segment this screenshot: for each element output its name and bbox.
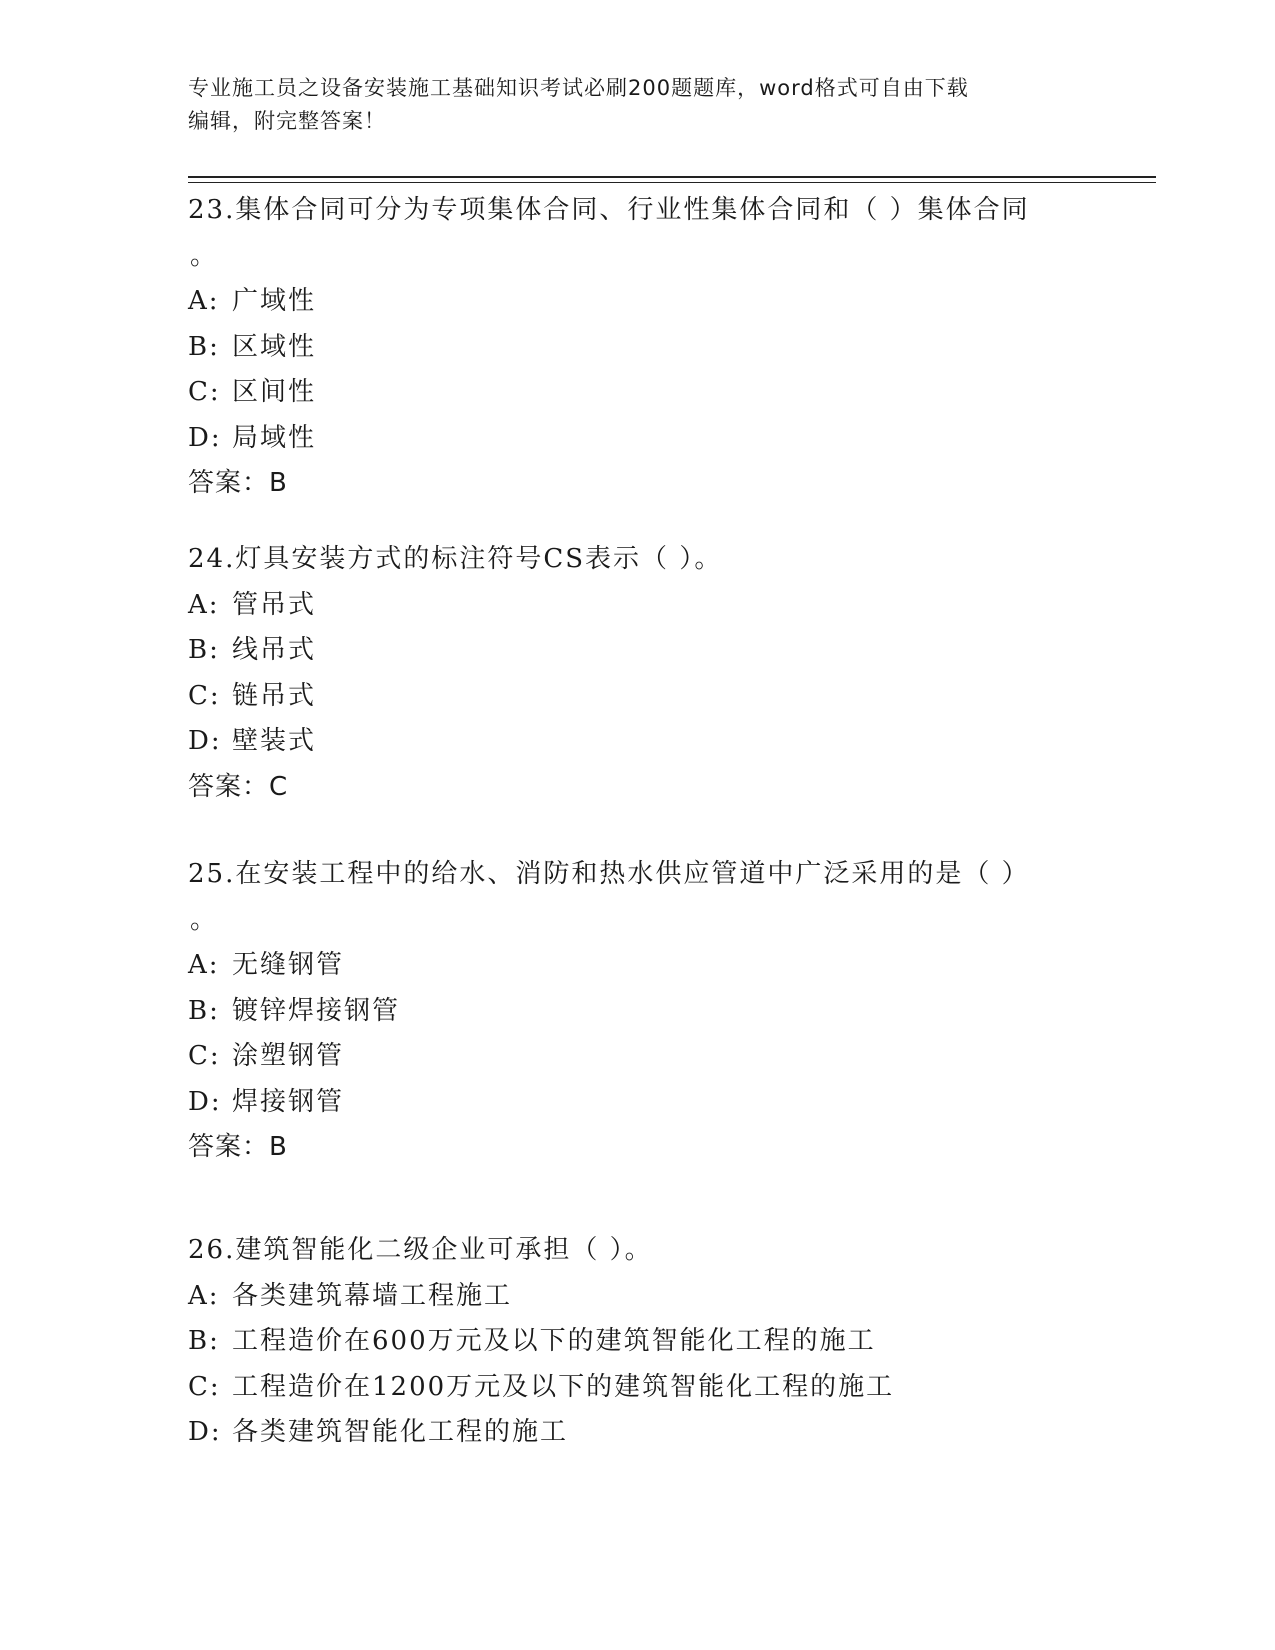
option-c (188, 1365, 894, 1411)
option-a (188, 943, 1030, 989)
document-header (188, 72, 1088, 138)
option-text: 壁装式 (232, 726, 317, 756)
question-25 (188, 852, 1030, 1171)
option-text: 区域性 (232, 331, 317, 362)
option-letter: D: (188, 1086, 222, 1117)
option-letter: C: (188, 1041, 221, 1071)
option-d (188, 1410, 894, 1456)
option-letter: B: (188, 1326, 220, 1356)
header-divider-thin (188, 182, 1156, 183)
option-letter: B: (188, 331, 220, 362)
option-letter: D: (188, 1417, 222, 1447)
option-text: 链吊式 (232, 680, 317, 711)
option-a (188, 279, 1030, 325)
option-letter: B: (188, 635, 220, 665)
question-stem-continuation: 。 (190, 904, 219, 935)
option-letter: C: (188, 377, 221, 407)
option-text: 管吊式 (232, 589, 317, 620)
question-stem: 26.建筑智能化二级企业可承担（ ）。 (188, 1235, 653, 1265)
option-d (188, 416, 1030, 462)
option-text: 各类建筑幕墙工程施工 (232, 1280, 513, 1311)
option-letter: D: (188, 726, 222, 756)
option-a (188, 1274, 894, 1320)
header-divider-thick (188, 176, 1156, 178)
option-letter: D: (188, 422, 222, 453)
header-line-2: 编辑，附完整答案！ (188, 109, 386, 133)
question-stem: 25.在安装工程中的给水、消防和热水供应管道中广泛采用的是（ ） (188, 859, 1030, 889)
option-letter: C: (188, 680, 221, 711)
question-26 (188, 1228, 894, 1456)
header-line-1: 专业施工员之设备安装施工基础知识考试必刷200题题库，word格式可自由下载 (188, 76, 969, 100)
option-b (188, 325, 1030, 371)
option-letter: B: (188, 995, 220, 1026)
option-text: 线吊式 (232, 635, 317, 665)
option-text: 局域性 (232, 422, 317, 453)
option-text: 焊接钢管 (232, 1086, 345, 1117)
option-b (188, 628, 722, 674)
question-stem-continuation: 。 (190, 240, 219, 271)
option-text: 工程造价在600万元及以下的建筑智能化工程的施工 (232, 1326, 876, 1356)
question-24 (188, 537, 722, 810)
option-letter: A: (188, 1280, 220, 1311)
answer-line: 答案：C (188, 771, 289, 802)
option-letter: A: (188, 589, 220, 620)
option-text: 工程造价在1200万元及以下的建筑智能化工程的施工 (232, 1371, 895, 1402)
option-b (188, 1319, 894, 1365)
option-letter: A: (188, 950, 220, 980)
option-text: 各类建筑智能化工程的施工 (232, 1417, 569, 1447)
answer-line: 答案：B (188, 468, 288, 498)
option-d (188, 1080, 1030, 1126)
question-stem: 23.集体合同可分为专项集体合同、行业性集体合同和（ ）集体合同 (188, 195, 1030, 225)
option-text: 广域性 (232, 286, 317, 316)
option-c (188, 370, 1030, 416)
option-text: 涂塑钢管 (232, 1041, 345, 1071)
option-c (188, 1034, 1030, 1080)
question-23 (188, 188, 1030, 507)
option-letter: C: (188, 1371, 221, 1402)
option-a (188, 583, 722, 629)
answer-line: 答案：B (188, 1132, 288, 1162)
option-text: 无缝钢管 (232, 950, 345, 980)
option-letter: A: (188, 286, 220, 316)
option-c (188, 674, 722, 720)
option-text: 区间性 (232, 377, 317, 407)
question-stem: 24.灯具安装方式的标注符号CS表示（ ）。 (188, 544, 723, 574)
option-b (188, 989, 1030, 1035)
option-d (188, 719, 722, 765)
option-text: 镀锌焊接钢管 (232, 995, 401, 1026)
